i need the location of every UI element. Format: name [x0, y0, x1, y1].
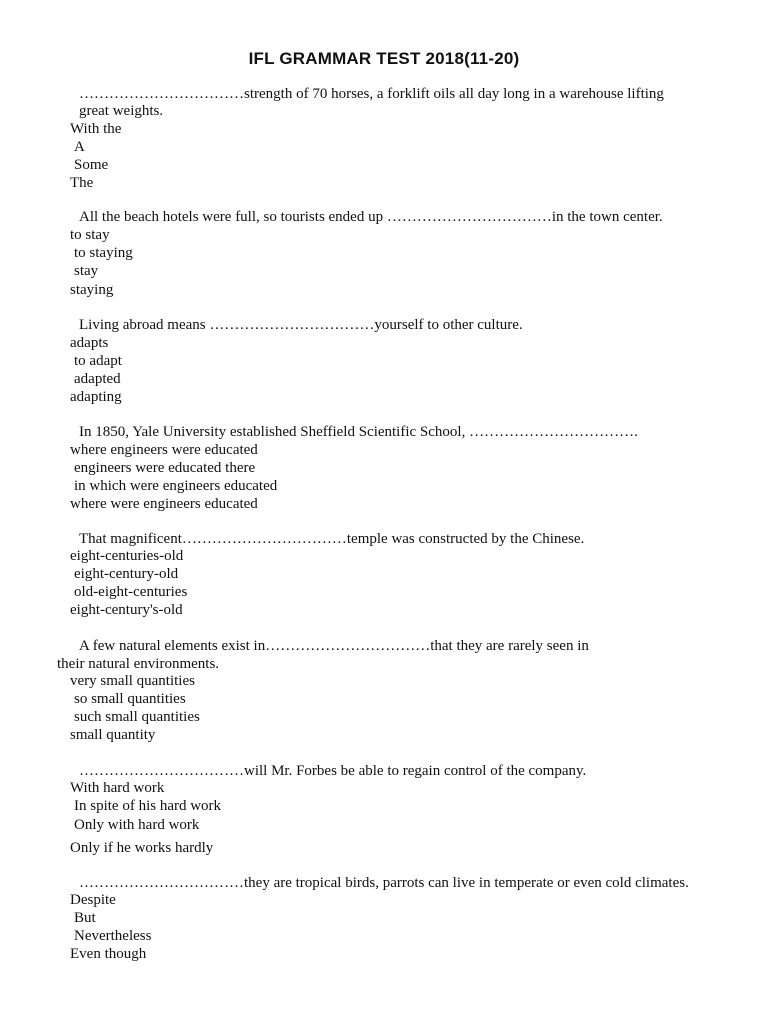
answer-option[interactable]: eight-century's-old [70, 602, 183, 618]
answer-option[interactable]: to staying [74, 245, 133, 261]
answer-option[interactable]: In spite of his hard work [74, 798, 222, 814]
answer-option[interactable]: Even though [70, 946, 147, 962]
page-title: IFL GRAMMAR TEST 2018(11-20) [248, 49, 520, 68]
answer-option[interactable]: staying [70, 282, 114, 298]
question-stem: great weights. [79, 103, 164, 119]
question-stem: ……………………………they are tropical birds, parrots can live in temperate or even cold climates. [79, 875, 689, 891]
answer-option[interactable]: The [70, 175, 94, 191]
question-stem: A few natural elements exist in……………………………that they are rarely seen in [79, 638, 589, 654]
answer-option[interactable]: A [74, 139, 85, 155]
answer-option[interactable]: old-eight-centuries [74, 584, 188, 600]
answer-option[interactable]: so small quantities [74, 691, 186, 707]
question-stem: That magnificent……………………………temple was constructed by the Chinese. [79, 531, 585, 547]
answer-option[interactable]: adapted [74, 371, 121, 387]
question-stem: their natural environments. [57, 656, 220, 672]
answer-option[interactable]: in which were engineers educated [74, 478, 278, 494]
answer-option[interactable]: stay [74, 263, 99, 279]
answer-option[interactable]: to adapt [74, 353, 122, 369]
question-stem: In 1850, Yale University established Sheffield Scientific School, ……………………………. [79, 424, 638, 440]
answer-option[interactable]: such small quantities [74, 709, 200, 725]
answer-option[interactable]: With the [70, 121, 122, 137]
answer-option[interactable]: where were engineers educated [70, 496, 258, 512]
question-stem: ……………………………strength of 70 horses, a forklift oils all day long in a warehouse lifting [79, 86, 664, 102]
question-stem: Living abroad means ……………………………yourself to other culture. [79, 317, 523, 333]
answer-option[interactable]: where engineers were educated [70, 442, 258, 458]
answer-option[interactable]: very small quantities [70, 673, 195, 689]
answer-option[interactable]: adapting [70, 389, 122, 405]
answer-option[interactable]: to stay [70, 227, 110, 243]
answer-option[interactable]: eight-centuries-old [70, 548, 184, 564]
answer-option[interactable]: Nevertheless [74, 928, 152, 944]
answer-option[interactable]: adapts [70, 335, 109, 351]
question-stem: All the beach hotels were full, so tourists ended up ……………………………in the town center. [79, 209, 663, 225]
answer-option[interactable]: With hard work [70, 780, 165, 796]
answer-option[interactable]: Despite [70, 892, 116, 908]
answer-option[interactable]: Only with hard work [74, 817, 200, 833]
answer-option[interactable]: engineers were educated there [74, 460, 256, 476]
answer-option[interactable]: eight-century-old [74, 566, 179, 582]
answer-option[interactable]: small quantity [70, 727, 156, 743]
answer-option[interactable]: Some [74, 157, 109, 173]
answer-option[interactable]: But [74, 910, 96, 926]
question-stem: ……………………………will Mr. Forbes be able to regain control of the company. [79, 763, 587, 779]
answer-option[interactable]: Only if he works hardly [70, 840, 214, 856]
